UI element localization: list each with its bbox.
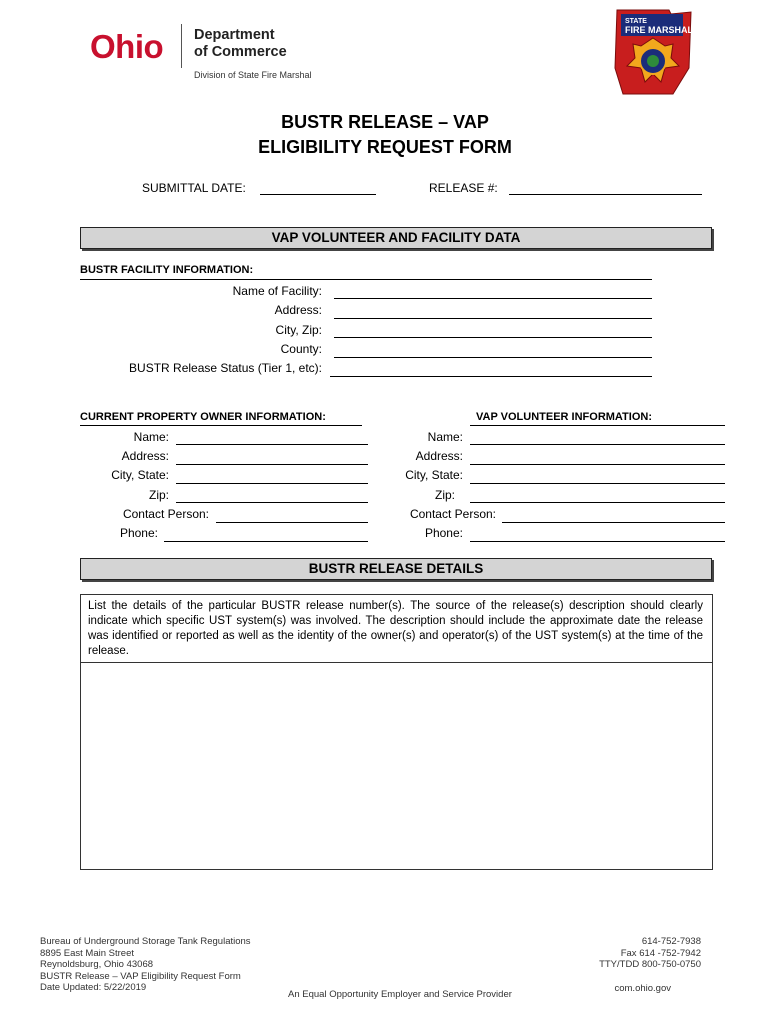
details-separator [80,662,712,663]
volunteer-city-state-field[interactable] [470,483,725,484]
form-title-line1: BUSTR RELEASE – VAP [281,112,489,132]
release-status-field[interactable] [330,376,652,377]
department-name: Department of Commerce [194,27,287,60]
footer-equal-opportunity: An Equal Opportunity Employer and Service Provider [288,989,512,1000]
facility-info-heading: BUSTR FACILITY INFORMATION: [80,264,254,276]
owner-info-heading: CURRENT PROPERTY OWNER INFORMATION: [80,411,326,423]
facility-name-label: Name of Facility: [232,284,322,298]
footer-address-block: Bureau of Underground Storage Tank Regulations 8895 East Main Street Reynoldsburg, Ohio 43068 BUSTR Release – VAP Eligibility Request Form Date Updated: 5/22/2019 [40,936,251,993]
facility-city-zip-label: City, Zip: [275,323,322,337]
owner-zip-field[interactable] [176,502,368,503]
owner-phone-field[interactable] [164,541,368,542]
owner-city-state-label: City, State: [111,468,169,482]
volunteer-name-label: Name: [427,430,463,444]
facility-address-label: Address: [274,303,322,317]
facility-county-label: County: [280,342,322,356]
svg-text:STATE: STATE [625,18,647,25]
owner-city-state-field[interactable] [176,483,368,484]
owner-address-label: Address: [121,449,169,463]
logo-divider [181,24,182,68]
ohio-logo: Ohio [90,28,164,65]
facility-county-field[interactable] [334,357,652,358]
division-name: Division of State Fire Marshal [194,70,312,80]
owner-zip-label: Zip: [148,488,169,502]
fire-marshal-seal-icon [613,8,693,96]
volunteer-heading-rule [470,425,725,426]
volunteer-name-field[interactable] [470,444,725,445]
owner-address-field[interactable] [176,464,368,465]
volunteer-zip-label: Zip: [434,488,455,502]
owner-heading-rule [80,425,362,426]
volunteer-zip-field[interactable] [470,502,725,503]
svg-text:FIRE MARSHAL: FIRE MARSHAL [625,25,693,35]
owner-contact-field[interactable] [216,522,368,523]
submittal-date-label: SUBMITTAL DATE: [142,181,246,195]
footer-contact-block: 614-752-7938 Fax 614 -752-7942 TTY/TDD 800-750-0750 [599,936,701,970]
section-heading-release-details: BUSTR RELEASE DETAILS [80,558,712,580]
owner-name-label: Name: [133,430,169,444]
facility-name-field[interactable] [334,298,652,299]
volunteer-contact-label: Contact Person: [409,507,496,521]
volunteer-city-state-label: City, State: [405,468,463,482]
footer-website-link[interactable]: com.ohio.gov [614,983,671,994]
release-number-field[interactable] [509,194,702,195]
volunteer-info-heading: VAP VOLUNTEER INFORMATION: [476,411,652,423]
section-heading-facility-data: VAP VOLUNTEER AND FACILITY DATA [80,227,712,249]
release-details-instructions: List the details of the particular BUSTR release number(s). The source of the release(s) description should clearly indicate which specific UST system(s) was involved. The description should include the approximate date the release was identified or reported as well as the identity of the owner(s) and operator(s) of the UST system(s) at the time of the release. [88,600,703,657]
volunteer-phone-field[interactable] [470,541,725,542]
form-title-line2: ELIGIBILITY REQUEST FORM [258,137,512,157]
facility-heading-rule [80,279,652,280]
owner-contact-label: Contact Person: [122,507,209,521]
facility-address-field[interactable] [334,318,652,319]
volunteer-contact-field[interactable] [502,522,725,523]
volunteer-phone-label: Phone: [424,526,463,540]
submittal-date-field[interactable] [260,194,376,195]
owner-phone-label: Phone: [119,526,158,540]
volunteer-address-label: Address: [415,449,463,463]
facility-city-zip-field[interactable] [334,337,652,338]
release-details-entry-area[interactable] [82,664,709,867]
release-number-label: RELEASE #: [429,181,498,195]
owner-name-field[interactable] [176,444,368,445]
volunteer-address-field[interactable] [470,464,725,465]
release-status-label: BUSTR Release Status (Tier 1, etc): [129,361,322,375]
